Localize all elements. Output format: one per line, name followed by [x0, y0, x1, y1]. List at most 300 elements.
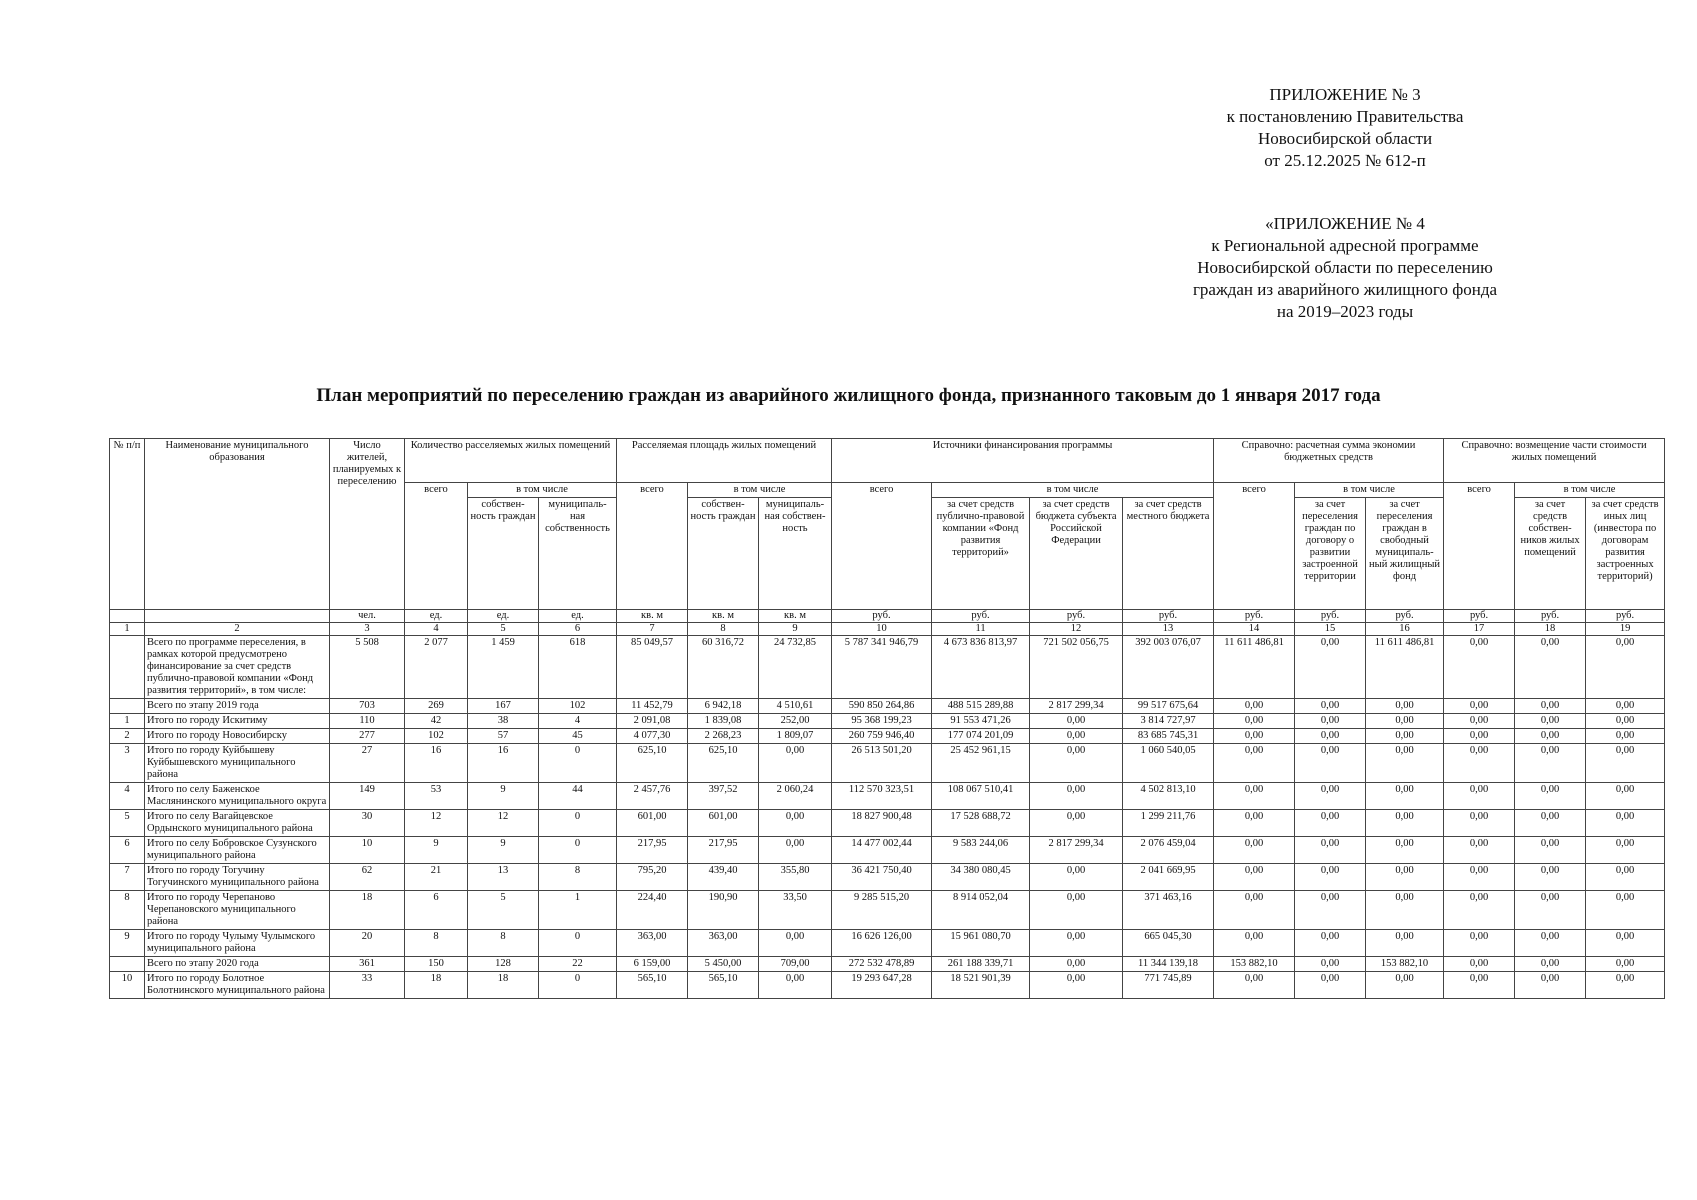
table-cell: 102 [405, 729, 468, 744]
table-cell: 4 510,61 [759, 699, 832, 714]
document-title: План мероприятий по переселению граждан из аварийного жилищного фонда, признанного таковым до 1 января 2017 года [316, 385, 1381, 406]
table-cell: 1 459 [468, 636, 539, 699]
table-cell: 0,00 [1030, 714, 1123, 729]
table-cell: 18 521 901,39 [932, 972, 1030, 999]
table-cell: 0,00 [1295, 891, 1366, 930]
table-cell: 269 [405, 699, 468, 714]
table-cell: 0,00 [1214, 972, 1295, 999]
table-cell: 0,00 [1366, 744, 1444, 783]
header-financing: Источники финансирования программы [832, 439, 1214, 483]
table-cell: 0,00 [1515, 864, 1586, 891]
municipality-name-cell: Всего по программе переселения, в рамках которой предусмотрено финансирование за счет средств публично-правовой компании «Фонд развития территорий», в том числе: [145, 636, 330, 699]
table-cell: 0,00 [1366, 837, 1444, 864]
header-area: Расселяемая площадь жилых помещений [617, 439, 832, 483]
table-cell: 0 [539, 972, 617, 999]
table-cell: 9 583 244,06 [932, 837, 1030, 864]
table-cell: 22 [539, 957, 617, 972]
table-cell: 565,10 [617, 972, 688, 999]
column-number-cell: 9 [759, 623, 832, 636]
municipality-name-cell: Итого по городу Чулыму Чулымского муниципального района [145, 930, 330, 957]
table-cell: 0,00 [1515, 714, 1586, 729]
table-cell: 5 [110, 810, 145, 837]
table-cell: 60 316,72 [688, 636, 759, 699]
table-cell: 0,00 [1515, 957, 1586, 972]
unit-cell: ед. [468, 610, 539, 623]
table-cell: 1 299 211,76 [1123, 810, 1214, 837]
table-cell: 0,00 [1586, 972, 1665, 999]
table-cell: 0,00 [1586, 714, 1665, 729]
table-cell: 5 508 [330, 636, 405, 699]
table-cell: 1 839,08 [688, 714, 759, 729]
unit-cell: руб. [1515, 610, 1586, 623]
header-area-total: всего [617, 483, 688, 610]
header-num: № п/п [110, 439, 145, 610]
table-cell: 0,00 [1295, 972, 1366, 999]
table-cell: 6 159,00 [617, 957, 688, 972]
table-cell: 795,20 [617, 864, 688, 891]
municipality-name-cell: Итого по селу Баженское Маслянинского муниципального округа [145, 783, 330, 810]
table-cell: 25 452 961,15 [932, 744, 1030, 783]
table-cell: 0,00 [1586, 636, 1665, 699]
column-number-cell: 19 [1586, 623, 1665, 636]
table-cell: 0,00 [1214, 783, 1295, 810]
header-premises-count: Количество расселяемых жилых помещений [405, 439, 617, 483]
table-cell: 112 570 323,51 [832, 783, 932, 810]
table-cell: 0,00 [1444, 957, 1515, 972]
table-cell: 2 268,23 [688, 729, 759, 744]
table-cell: 3 814 727,97 [1123, 714, 1214, 729]
table-cell: 0,00 [1295, 729, 1366, 744]
municipality-name-cell: Итого по селу Вагайцевское Ордынского муниципального района [145, 810, 330, 837]
appendix-4-header [1185, 213, 1505, 323]
table-cell: 2 041 669,95 [1123, 864, 1214, 891]
table-cell: 6 942,18 [688, 699, 759, 714]
table-cell: 272 532 478,89 [832, 957, 932, 972]
table-row [110, 891, 1665, 930]
unit-cell: кв. м [759, 610, 832, 623]
table-cell: 1 060 540,05 [1123, 744, 1214, 783]
table-cell: 625,10 [617, 744, 688, 783]
table-cell: 0,00 [759, 837, 832, 864]
column-number-cell: 2 [145, 623, 330, 636]
header-resettle-contract: за счет переселения граждан по договору о развитии застроенной территории [1295, 498, 1366, 610]
table-cell: 0,00 [1515, 972, 1586, 999]
header-local-budget: за счет средств местного бюджета [1123, 498, 1214, 610]
table-cell: 102 [539, 699, 617, 714]
table-cell: 8 [539, 864, 617, 891]
table-cell: 177 074 201,09 [932, 729, 1030, 744]
column-numbers-row [110, 623, 1665, 636]
table-cell: 0,00 [1366, 810, 1444, 837]
table-cell: 153 882,10 [1366, 957, 1444, 972]
table-cell: 0,00 [1030, 972, 1123, 999]
table-cell: 0,00 [1214, 930, 1295, 957]
table-cell: 277 [330, 729, 405, 744]
column-number-cell: 5 [468, 623, 539, 636]
table-cell: 7 [110, 864, 145, 891]
unit-cell: руб. [932, 610, 1030, 623]
unit-cell: руб. [832, 610, 932, 623]
unit-cell: руб. [1586, 610, 1665, 623]
header-municipal-own: муниципаль-ная собственность [539, 498, 617, 610]
table-cell: 0,00 [1444, 972, 1515, 999]
table-cell: 2 091,08 [617, 714, 688, 729]
table-cell: 14 477 002,44 [832, 837, 932, 864]
unit-cell: руб. [1295, 610, 1366, 623]
table-body [110, 636, 1665, 999]
table-cell: 12 [468, 810, 539, 837]
appendix-3-line: ПРИЛОЖЕНИЕ № 3 [1269, 85, 1421, 104]
table-cell: 0,00 [1586, 744, 1665, 783]
table-cell: 33,50 [759, 891, 832, 930]
table-cell: 62 [330, 864, 405, 891]
table-cell: 18 827 900,48 [832, 810, 932, 837]
table-cell: 34 380 080,45 [932, 864, 1030, 891]
table-cell: 0,00 [1030, 810, 1123, 837]
header-subject-budget: за счет средств бюджета субъекта Российской Федерации [1030, 498, 1123, 610]
table-cell: 44 [539, 783, 617, 810]
table-cell: 4 077,30 [617, 729, 688, 744]
appendix-4-line: к Региональной адресной программе [1211, 236, 1479, 255]
table-cell: 0,00 [1586, 891, 1665, 930]
table-cell: 83 685 745,31 [1123, 729, 1214, 744]
table-cell: 108 067 510,41 [932, 783, 1030, 810]
table-cell: 9 [405, 837, 468, 864]
table-cell: 0,00 [759, 972, 832, 999]
table-cell: 13 [468, 864, 539, 891]
table-cell: 9 [468, 783, 539, 810]
column-number-cell: 4 [405, 623, 468, 636]
table-cell: 153 882,10 [1214, 957, 1295, 972]
table-cell: 601,00 [688, 810, 759, 837]
table-cell: 10 [330, 837, 405, 864]
table-cell: 8 914 052,04 [932, 891, 1030, 930]
column-number-cell: 11 [932, 623, 1030, 636]
table-row [110, 810, 1665, 837]
table-cell: 0,00 [1295, 837, 1366, 864]
table-cell: 26 513 501,20 [832, 744, 932, 783]
table-cell: 0,00 [1515, 744, 1586, 783]
table-cell: 0 [539, 744, 617, 783]
table-cell: 618 [539, 636, 617, 699]
table-cell: 2 060,24 [759, 783, 832, 810]
table-row [110, 636, 1665, 699]
table-cell: 149 [330, 783, 405, 810]
appendix-3-header [1195, 84, 1495, 172]
municipality-name-cell: Итого по городу Искитиму [145, 714, 330, 729]
table-cell: 363,00 [617, 930, 688, 957]
table-cell: 0,00 [1295, 744, 1366, 783]
table-cell [110, 957, 145, 972]
column-number-cell: 10 [832, 623, 932, 636]
header-owners-funds: за счет средств собствен-ников жилых помещений [1515, 498, 1586, 610]
table-row [110, 957, 1665, 972]
table-cell: 0,00 [1214, 729, 1295, 744]
table-cell: 0,00 [1030, 729, 1123, 744]
header-premises-including: в том числе [468, 483, 617, 498]
header-savings-total: всего [1214, 483, 1295, 610]
table-cell: 0,00 [1214, 699, 1295, 714]
table-cell: 0,00 [1366, 729, 1444, 744]
table-cell: 36 421 750,40 [832, 864, 932, 891]
table-cell: 0,00 [1214, 864, 1295, 891]
table-row [110, 972, 1665, 999]
table-cell: 42 [405, 714, 468, 729]
column-number-cell: 14 [1214, 623, 1295, 636]
table-cell: 0,00 [1515, 837, 1586, 864]
column-number-cell: 8 [688, 623, 759, 636]
table-cell: 9 285 515,20 [832, 891, 932, 930]
municipality-name-cell: Итого по городу Куйбышеву Куйбышевского муниципального района [145, 744, 330, 783]
table-cell: 4 [110, 783, 145, 810]
table-cell: 2 076 459,04 [1123, 837, 1214, 864]
table-cell: 0,00 [1214, 714, 1295, 729]
table-cell: 190,90 [688, 891, 759, 930]
column-number-cell: 1 [110, 623, 145, 636]
table-cell: 0,00 [1030, 744, 1123, 783]
table-cell: 0,00 [1030, 783, 1123, 810]
unit-cell: ед. [405, 610, 468, 623]
table-cell: 0,00 [1444, 810, 1515, 837]
table-cell: 0,00 [1214, 837, 1295, 864]
table-cell: 1 [539, 891, 617, 930]
column-number-cell: 17 [1444, 623, 1515, 636]
table-row [110, 864, 1665, 891]
table-cell: 19 293 647,28 [832, 972, 932, 999]
table-cell: 0,00 [1515, 810, 1586, 837]
table-cell: 0 [539, 930, 617, 957]
table-cell: 30 [330, 810, 405, 837]
header-own-citizens-area: собствен-ность граждан [688, 498, 759, 610]
table-cell: 5 450,00 [688, 957, 759, 972]
header-compensation-including: в том числе [1515, 483, 1665, 498]
table-cell: 0,00 [1444, 864, 1515, 891]
column-number-cell: 7 [617, 623, 688, 636]
table-cell: 0,00 [1295, 714, 1366, 729]
resettlement-plan-table [109, 438, 1665, 999]
table-cell: 11 452,79 [617, 699, 688, 714]
unit-cell: руб. [1123, 610, 1214, 623]
table-cell: 11 611 486,81 [1366, 636, 1444, 699]
table-cell: 0,00 [1366, 972, 1444, 999]
table-cell: 0,00 [1586, 957, 1665, 972]
table-cell: 0,00 [1444, 783, 1515, 810]
table-cell: 371 463,16 [1123, 891, 1214, 930]
table-cell: 11 611 486,81 [1214, 636, 1295, 699]
unit-cell: руб. [1444, 610, 1515, 623]
table-row [110, 930, 1665, 957]
municipality-name-cell: Итого по селу Бобровское Сузунского муниципального района [145, 837, 330, 864]
table-row [110, 744, 1665, 783]
table-cell: 8 [405, 930, 468, 957]
appendix-4-line: «ПРИЛОЖЕНИЕ № 4 [1265, 214, 1425, 233]
header-fund: за счет средств публично-правовой компании «Фонд развития территорий» [932, 498, 1030, 610]
table-cell: 0,00 [1214, 810, 1295, 837]
table-cell: 0,00 [1030, 930, 1123, 957]
table-cell: 5 [468, 891, 539, 930]
table-cell: 0,00 [1366, 864, 1444, 891]
table-cell: 110 [330, 714, 405, 729]
unit-cell: руб. [1030, 610, 1123, 623]
header-savings: Справочно: расчетная сумма экономии бюджетных средств [1214, 439, 1444, 483]
header-financing-total: всего [832, 483, 932, 610]
table-cell [110, 636, 145, 699]
table-cell: 9 [468, 837, 539, 864]
table-cell: 12 [405, 810, 468, 837]
table-cell: 18 [468, 972, 539, 999]
table-cell: 0,00 [1295, 783, 1366, 810]
unit-cell: кв. м [688, 610, 759, 623]
table-cell: 0,00 [1444, 699, 1515, 714]
table-cell: 11 344 139,18 [1123, 957, 1214, 972]
table-cell: 0,00 [1366, 930, 1444, 957]
appendix-3-line: Новосибирской области [1257, 129, 1433, 148]
table-cell: 4 [539, 714, 617, 729]
column-number-cell: 13 [1123, 623, 1214, 636]
unit-cell: руб. [1366, 610, 1444, 623]
table-cell: 252,00 [759, 714, 832, 729]
table-cell: 0,00 [1366, 699, 1444, 714]
table-cell: 0,00 [1030, 957, 1123, 972]
table-cell: 0,00 [759, 744, 832, 783]
table-cell: 0,00 [1295, 810, 1366, 837]
table-cell: 0,00 [1366, 891, 1444, 930]
table-cell: 0,00 [1030, 864, 1123, 891]
table-cell: 721 502 056,75 [1030, 636, 1123, 699]
table-row [110, 699, 1665, 714]
table-cell: 0,00 [1586, 930, 1665, 957]
table-cell: 1 809,07 [759, 729, 832, 744]
table-cell: 3 [110, 744, 145, 783]
table-cell: 24 732,85 [759, 636, 832, 699]
table-cell: 0,00 [1295, 864, 1366, 891]
table-row [110, 714, 1665, 729]
table-cell: 0,00 [1586, 729, 1665, 744]
table-cell: 17 528 688,72 [932, 810, 1030, 837]
table-cell: 0,00 [1586, 699, 1665, 714]
table-cell: 361 [330, 957, 405, 972]
header-own-citizens: собствен-ность граждан [468, 498, 539, 610]
header-investor-funds: за счет средств иных лиц (инвестора по договорам развития застроенных территорий) [1586, 498, 1665, 610]
table-cell: 565,10 [688, 972, 759, 999]
resettlement-plan-table-wrapper [109, 438, 1659, 999]
table-cell: 95 368 199,23 [832, 714, 932, 729]
table-cell: 2 817 299,34 [1030, 837, 1123, 864]
table-cell: 18 [405, 972, 468, 999]
table-cell: 2 [110, 729, 145, 744]
table-cell: 0,00 [1515, 891, 1586, 930]
table-cell: 99 517 675,64 [1123, 699, 1214, 714]
table-cell: 590 850 264,86 [832, 699, 932, 714]
table-row [110, 729, 1665, 744]
table-cell: 20 [330, 930, 405, 957]
table-cell: 0,00 [1444, 714, 1515, 729]
table-cell: 709,00 [759, 957, 832, 972]
table-cell: 0,00 [1515, 636, 1586, 699]
table-cell: 53 [405, 783, 468, 810]
table-cell: 355,80 [759, 864, 832, 891]
table-cell: 665 045,30 [1123, 930, 1214, 957]
column-number-cell: 15 [1295, 623, 1366, 636]
table-cell: 57 [468, 729, 539, 744]
table-cell: 0,00 [1586, 837, 1665, 864]
table-cell: 0,00 [1515, 783, 1586, 810]
table-cell: 397,52 [688, 783, 759, 810]
table-cell: 0 [539, 810, 617, 837]
table-cell: 0,00 [1444, 837, 1515, 864]
table-cell: 0,00 [1444, 891, 1515, 930]
table-cell: 2 457,76 [617, 783, 688, 810]
table-cell: 261 188 339,71 [932, 957, 1030, 972]
municipality-name-cell: Всего по этапу 2019 года [145, 699, 330, 714]
table-cell: 9 [110, 930, 145, 957]
municipality-name-cell: Итого по городу Болотное Болотнинского муниципального района [145, 972, 330, 999]
table-cell: 167 [468, 699, 539, 714]
table-cell: 0,00 [1030, 891, 1123, 930]
column-number-cell: 18 [1515, 623, 1586, 636]
table-cell: 0,00 [759, 810, 832, 837]
table-cell: 217,95 [688, 837, 759, 864]
table-cell: 488 515 289,88 [932, 699, 1030, 714]
table-cell: 0,00 [1444, 930, 1515, 957]
table-cell: 0,00 [1295, 930, 1366, 957]
table-cell: 4 502 813,10 [1123, 783, 1214, 810]
header-savings-including: в том числе [1295, 483, 1444, 498]
table-cell: 0,00 [1444, 729, 1515, 744]
appendix-3-line: от 25.12.2025 № 612-п [1264, 151, 1426, 170]
table-cell: 0,00 [1295, 699, 1366, 714]
table-cell: 217,95 [617, 837, 688, 864]
header-residents: Число жителей, планируемых к переселению [330, 439, 405, 610]
table-cell: 8 [468, 930, 539, 957]
table-cell: 0,00 [1444, 636, 1515, 699]
table-cell: 0,00 [1444, 744, 1515, 783]
header-compensation-total: всего [1444, 483, 1515, 610]
unit-cell: чел. [330, 610, 405, 623]
table-cell: 5 787 341 946,79 [832, 636, 932, 699]
table-cell: 0,00 [1295, 636, 1366, 699]
table-cell: 6 [110, 837, 145, 864]
table-cell: 38 [468, 714, 539, 729]
table-cell: 27 [330, 744, 405, 783]
table-cell: 625,10 [688, 744, 759, 783]
unit-cell [110, 610, 145, 623]
appendix-4-line: граждан из аварийного жилищного фонда [1192, 280, 1498, 299]
table-cell: 2 077 [405, 636, 468, 699]
table-cell: 128 [468, 957, 539, 972]
table-cell: 0 [539, 837, 617, 864]
municipality-name-cell: Итого по городу Черепаново Черепановского муниципального района [145, 891, 330, 930]
table-cell: 18 [330, 891, 405, 930]
header-area-including: в том числе [688, 483, 832, 498]
table-cell: 439,40 [688, 864, 759, 891]
appendix-4-line: Новосибирской области по переселению [1197, 258, 1493, 277]
table-cell: 85 049,57 [617, 636, 688, 699]
header-financing-including: в том числе [932, 483, 1214, 498]
table-cell: 150 [405, 957, 468, 972]
unit-cell [145, 610, 330, 623]
units-row [110, 610, 1665, 623]
header-premises-total: всего [405, 483, 468, 610]
table-cell: 8 [110, 891, 145, 930]
table-cell: 0,00 [1586, 783, 1665, 810]
municipality-name-cell: Итого по городу Новосибирску [145, 729, 330, 744]
table-cell: 0,00 [759, 930, 832, 957]
column-number-cell: 6 [539, 623, 617, 636]
column-number-cell: 3 [330, 623, 405, 636]
table-cell: 6 [405, 891, 468, 930]
table-cell: 1 [110, 714, 145, 729]
